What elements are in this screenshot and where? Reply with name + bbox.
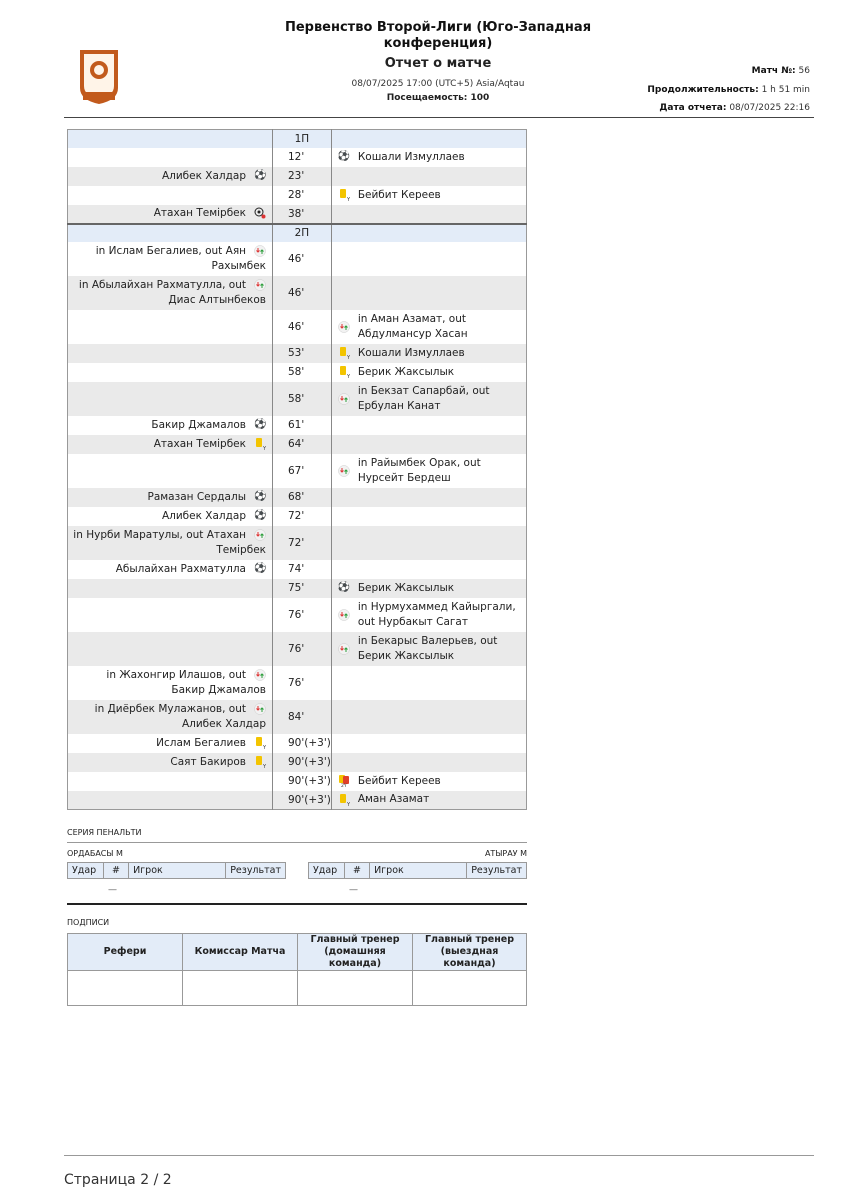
- signature-cell: [413, 971, 527, 1006]
- away-event-cell: [331, 507, 526, 526]
- events-table: [67, 129, 527, 810]
- event-row: [68, 507, 527, 526]
- substitution-icon: [254, 245, 266, 257]
- penalty-col-result: Результат: [226, 863, 286, 879]
- penalty-section-title: СЕРИЯ ПЕНАЛЬТИ: [67, 828, 142, 837]
- home-event-cell: [68, 753, 273, 772]
- penalty-table-away: [308, 862, 527, 879]
- home-event-text: in Нурби Маратулы, out Атахан Темірбек: [73, 528, 266, 556]
- event-row: [68, 344, 527, 363]
- home-event-cell: [68, 507, 273, 526]
- substitution-icon: [254, 703, 266, 715]
- goal-ball-icon: ⚽: [337, 582, 351, 593]
- report-subtitle: Отчет о матче: [384, 56, 492, 71]
- home-event-text: in Абылайхан Рахматулла, out Диас Алтынбеков: [78, 278, 266, 306]
- home-event-cell: [68, 186, 273, 205]
- away-event-cell: [331, 363, 526, 382]
- penalty-col-shot: Удар: [68, 863, 104, 879]
- duration-value: 1 h 51 min: [761, 84, 810, 95]
- goal-ball-icon: ⚽: [254, 490, 267, 502]
- event-row: [68, 454, 527, 488]
- event-minute: 46': [273, 276, 332, 310]
- away-event-cell: [331, 344, 526, 363]
- period-cell: [68, 224, 273, 242]
- svg-text:Y: Y: [346, 801, 350, 806]
- away-event-cell: [331, 666, 526, 700]
- period-label: 2П: [273, 224, 332, 242]
- penalty-away-team: АТЫРАУ М: [484, 849, 527, 858]
- away-event-cell: [331, 632, 526, 666]
- penalty-col-player: Игрок: [129, 863, 226, 879]
- substitution-icon: [338, 393, 350, 405]
- event-minute: 76': [273, 666, 332, 700]
- event-row: [68, 791, 527, 810]
- svg-text:Y: Y: [346, 197, 350, 201]
- home-event-text: in Диёрбек Мулажанов, out Алибек Халдар: [94, 702, 266, 730]
- home-event-text: Бакир Джамалов: [151, 418, 246, 431]
- event-minute: 53': [273, 344, 332, 363]
- period-cell: [331, 224, 526, 242]
- penalty-home-empty: —: [108, 885, 117, 895]
- home-event-text: Алибек Халдар: [161, 169, 246, 182]
- event-row: [68, 700, 527, 734]
- home-event-cell: [68, 276, 273, 310]
- event-row: [68, 276, 527, 310]
- away-event-cell: [331, 435, 526, 454]
- goal-ball-icon: ⚽: [254, 169, 267, 181]
- away-event-cell: [331, 167, 526, 186]
- yellow-card-icon: [254, 756, 266, 768]
- home-event-text: Саят Бакиров: [170, 755, 246, 768]
- event-row: [68, 598, 527, 632]
- event-row: [68, 186, 527, 205]
- yellow-card-icon: [338, 189, 350, 201]
- substitution-icon: [254, 529, 266, 541]
- event-minute: 76': [273, 598, 332, 632]
- event-row: [68, 753, 527, 772]
- home-event-cell: [68, 454, 273, 488]
- home-event-cell: [68, 435, 273, 454]
- report-date-label: Дата отчета:: [659, 103, 727, 113]
- event-minute: 90'(+3'): [273, 791, 332, 810]
- duration-label: Продолжительность:: [647, 84, 759, 95]
- event-row: [68, 734, 527, 753]
- yellow-card-icon: [338, 366, 350, 378]
- home-event-cell: [68, 488, 273, 507]
- sig-col-home-coach: Главный тренер (домашняя команда): [298, 934, 413, 971]
- substitution-icon: [338, 643, 350, 655]
- signature-cell: [298, 971, 413, 1006]
- event-row: [68, 488, 527, 507]
- period-cell: [331, 130, 526, 148]
- league-logo: [76, 48, 122, 106]
- away-event-cell: [331, 186, 526, 205]
- event-row: [68, 382, 527, 416]
- yellow-card-icon: [254, 438, 266, 450]
- home-event-cell: [68, 632, 273, 666]
- away-event-text: Бейбит Кереев: [357, 774, 441, 787]
- event-row: [68, 310, 527, 344]
- away-event-text: Бейбит Кереев: [357, 188, 441, 201]
- home-event-cell: [68, 363, 273, 382]
- away-event-cell: [331, 753, 526, 772]
- home-event-cell: [68, 526, 273, 560]
- svg-text:Y: Y: [263, 445, 266, 450]
- event-minute: 46': [273, 242, 332, 276]
- home-event-cell: [68, 242, 273, 276]
- penalty-col-shot: Удар: [309, 863, 345, 879]
- page-number: Страница 2 / 2: [64, 1172, 172, 1188]
- away-event-cell: [331, 734, 526, 753]
- match-number-label: Матч №:: [751, 66, 796, 76]
- goal-ball-icon: ⚽: [254, 562, 267, 574]
- home-event-cell: [68, 167, 273, 186]
- away-event-cell: [331, 560, 526, 579]
- home-event-cell: [68, 700, 273, 734]
- away-event-cell: [331, 148, 526, 167]
- penalty-col-number: #: [103, 863, 128, 879]
- home-event-text: Рамазан Сердалы: [147, 490, 246, 503]
- event-minute: 12': [273, 148, 332, 167]
- svg-text:Y: Y: [346, 374, 350, 378]
- svg-text:Y: Y: [263, 763, 266, 768]
- substitution-icon: [338, 321, 350, 333]
- penalty-table-home: [67, 862, 286, 879]
- event-row: [68, 579, 527, 598]
- report-title: Первенство Второй-Лиги (Юго-Западная конференция): [284, 20, 592, 51]
- period-cell: [68, 130, 273, 148]
- substitution-icon: [254, 669, 266, 681]
- home-event-cell: [68, 772, 273, 791]
- svg-text:Y: Y: [346, 355, 350, 359]
- signatures-table: [67, 933, 527, 1006]
- substitution-icon: [338, 609, 350, 621]
- event-minute: 64': [273, 435, 332, 454]
- away-event-cell: [331, 579, 526, 598]
- away-event-text: in Бекарыс Валерьев, out Берик Жаксылык: [357, 634, 498, 662]
- event-row: [68, 526, 527, 560]
- sig-col-away-coach: Главный тренер (выездная команда): [413, 934, 527, 971]
- event-row: [68, 632, 527, 666]
- match-datetime: 08/07/2025 17:00 (UTC+5) Asia/Aqtau: [351, 79, 525, 89]
- away-event-cell: [331, 526, 526, 560]
- home-event-cell: [68, 791, 273, 810]
- away-event-cell: [331, 416, 526, 435]
- event-minute: 74': [273, 560, 332, 579]
- event-minute: 76': [273, 632, 332, 666]
- event-row: [68, 242, 527, 276]
- svg-text:Y: Y: [263, 744, 266, 749]
- match-meta: [647, 62, 810, 118]
- away-event-text: Берик Жаксылык: [357, 581, 455, 594]
- away-event-cell: [331, 310, 526, 344]
- event-minute: 68': [273, 488, 332, 507]
- event-minute: 67': [273, 454, 332, 488]
- away-event-text: Берик Жаксылык: [357, 365, 455, 378]
- event-minute: 58': [273, 363, 332, 382]
- divider: [67, 903, 527, 905]
- home-event-cell: [68, 416, 273, 435]
- penalty-home-team: ОРДАБАСЫ М: [67, 849, 123, 858]
- event-row: [68, 560, 527, 579]
- away-event-cell: [331, 598, 526, 632]
- substitution-icon: [338, 465, 350, 477]
- away-event-cell: [331, 454, 526, 488]
- event-minute: 38': [273, 205, 332, 224]
- penalty-goal-icon: [254, 207, 266, 219]
- away-event-text: Кошали Измуллаев: [357, 150, 465, 163]
- away-event-text: Аман Азамат: [357, 793, 430, 806]
- event-minute: 84': [273, 700, 332, 734]
- event-minute: 72': [273, 526, 332, 560]
- yellow-card-icon: [254, 737, 266, 749]
- home-event-cell: [68, 205, 273, 224]
- away-event-cell: [331, 772, 526, 791]
- home-event-text: Атахан Темірбек: [153, 207, 246, 219]
- yellow-card-icon: [338, 794, 350, 806]
- second-yellow-card-icon: [338, 775, 350, 787]
- away-event-text: in Аман Азамат, out Абдулмансур Хасан: [357, 312, 468, 340]
- event-minute: 46': [273, 310, 332, 344]
- goal-ball-icon: ⚽: [337, 151, 351, 162]
- event-row: [68, 167, 527, 186]
- substitution-icon: [254, 279, 266, 291]
- penalty-col-number: #: [344, 863, 369, 879]
- period-header-row: [68, 224, 527, 242]
- home-event-cell: [68, 310, 273, 344]
- home-event-text: Алибек Халдар: [161, 509, 246, 522]
- penalty-col-player: Игрок: [370, 863, 467, 879]
- event-minute: 28': [273, 186, 332, 205]
- event-minute: 90'(+3'): [273, 734, 332, 753]
- home-event-cell: [68, 734, 273, 753]
- match-number-value: 56: [798, 66, 810, 76]
- away-event-cell: [331, 700, 526, 734]
- signature-cell: [183, 971, 298, 1006]
- event-row: [68, 363, 527, 382]
- away-event-cell: [331, 205, 526, 224]
- svg-text:2Y: 2Y: [340, 784, 347, 787]
- sig-col-referee: Рефери: [68, 934, 183, 971]
- home-event-text: in Ислам Бегалиев, out Аян Рахымбек: [95, 244, 266, 272]
- home-event-cell: [68, 598, 273, 632]
- away-event-cell: [331, 242, 526, 276]
- home-event-text: Атахан Темірбек: [153, 437, 246, 450]
- away-event-cell: [331, 276, 526, 310]
- home-event-cell: [68, 579, 273, 598]
- event-minute: 61': [273, 416, 332, 435]
- home-event-cell: [68, 560, 273, 579]
- away-event-cell: [331, 488, 526, 507]
- footer-divider: [64, 1155, 814, 1156]
- event-row: [68, 205, 527, 224]
- divider: [67, 842, 527, 843]
- yellow-card-icon: [338, 347, 350, 359]
- away-event-cell: [331, 791, 526, 810]
- event-row: [68, 435, 527, 454]
- away-event-cell: [331, 382, 526, 416]
- event-minute: 75': [273, 579, 332, 598]
- goal-ball-icon: ⚽: [254, 418, 267, 430]
- home-event-cell: [68, 666, 273, 700]
- sig-col-commissioner: Комиссар Матча: [183, 934, 298, 971]
- home-event-cell: [68, 344, 273, 363]
- signature-cell: [68, 971, 183, 1006]
- away-event-text: in Райымбек Орак, out Нурсейт Бердеш: [357, 456, 481, 484]
- event-row: [68, 772, 527, 791]
- away-event-text: in Нурмухаммед Кайыргали, out Нурбакыт Сагат: [357, 600, 516, 628]
- away-event-text: Кошали Измуллаев: [357, 346, 465, 359]
- report-date-value: 08/07/2025 22:16: [729, 103, 810, 113]
- home-event-text: Абылайхан Рахматулла: [115, 562, 246, 575]
- home-event-cell: [68, 382, 273, 416]
- goal-ball-icon: ⚽: [254, 509, 267, 521]
- event-minute: 90'(+3'): [273, 753, 332, 772]
- home-event-cell: [68, 148, 273, 167]
- attendance: Посещаемость: 100: [386, 93, 490, 103]
- event-minute: 58': [273, 382, 332, 416]
- away-event-text: in Бекзат Сапарбай, out Ербулан Канат: [357, 384, 490, 412]
- home-event-text: in Жахонгир Илашов, out Бакир Джамалов: [106, 668, 266, 696]
- penalty-away-empty: —: [349, 885, 358, 895]
- signatures-section-title: ПОДПИСИ: [67, 918, 110, 927]
- penalty-col-result: Результат: [467, 863, 527, 879]
- title-block: [284, 20, 592, 103]
- period-header-row: [68, 130, 527, 148]
- event-minute: 90'(+3'): [273, 772, 332, 791]
- period-label: 1П: [273, 130, 332, 148]
- event-minute: 23': [273, 167, 332, 186]
- event-minute: 72': [273, 507, 332, 526]
- event-row: [68, 666, 527, 700]
- home-event-text: Ислам Бегалиев: [156, 736, 246, 749]
- report-header: [64, 0, 814, 118]
- event-row: [68, 148, 527, 167]
- event-row: [68, 416, 527, 435]
